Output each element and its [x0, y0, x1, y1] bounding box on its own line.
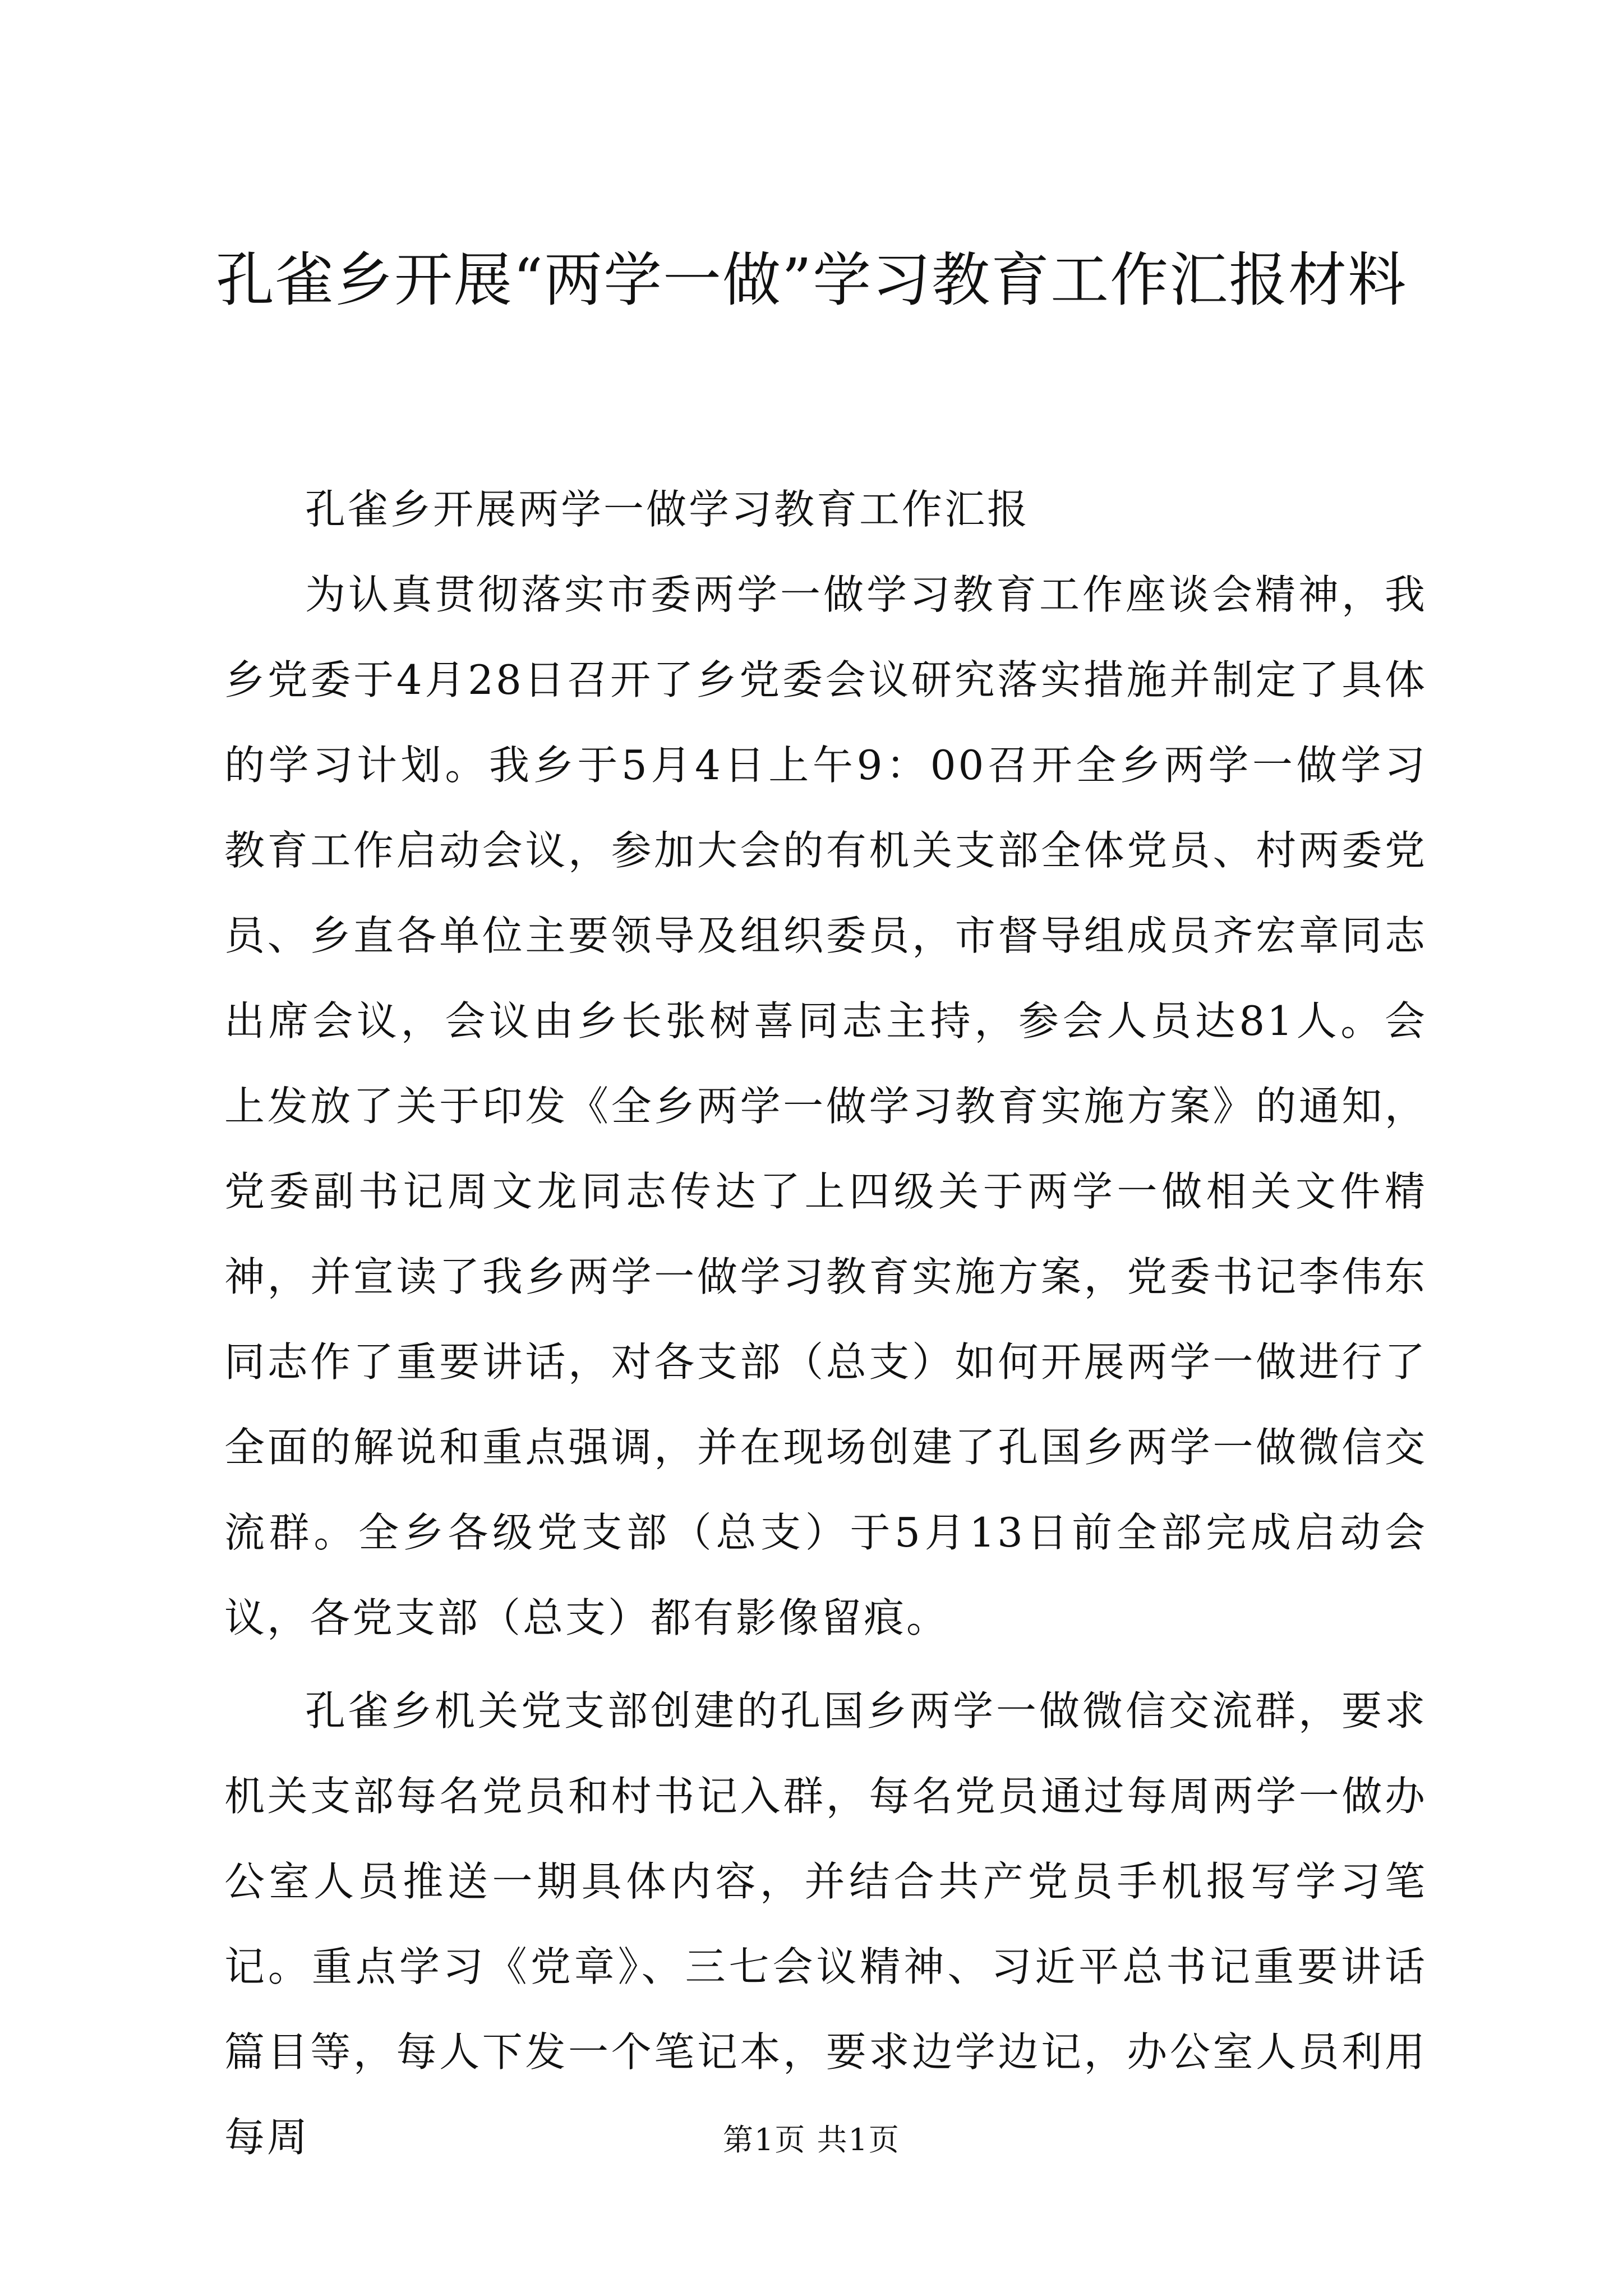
document-title: 孔雀乡开展“两学一做”学习教育工作汇报材料 [215, 246, 1408, 314]
document-body [224, 467, 1427, 2180]
paragraph-wechat-group: 孔雀乡机关党支部创建的孔国乡两学一做微信交流群，要求机关支部每名党员和村书记入群，每名党员通过每周两学一做办公室人员推送一期具体内容，并结合共产党员手机报写学习笔记。重点学习《党章》、三七会议精神、习近平总书记重要讲话篇目等，每人下发一个笔记本，要求边学边记，办公室人员利用每周 [224, 1687, 1427, 2161]
page-footer: 第1页 共1页 [723, 2122, 900, 2157]
paragraph-meeting-summary: 为认真贯彻落实市委两学一做学习教育工作座谈会精神，我乡党委于4月28日召开了乡党委会议研究落实措施并制定了具体的学习计划。我乡于5月4日上午9：00召开全乡两学一做学习教育工作启动会议，参加大会的有机关支部全体党员、村两委党员、乡直各单位主要领导及组织委员，市督导组成员齐宏章同志出席会议，会议由乡长张树喜同志主持，参会人员达81人。会上发放了关于印发《全乡两学一做学习教育实施方案》的通知，党委副书记周文龙同志传达了上四级关于两学一做相关文件精神，并宣读了我乡两学一做学习教育实施方案，党委书记李伟东同志作了重要讲话，对各支部（总支）如何开展两学一做进行了全面的解说和重点强调，并在现场创建了孔国乡两学一做微信交流群。全乡各级党支部（总支）于5月13日前全部完成启动会议，各党支部（总支）都有影像留痕。 [224, 571, 1427, 1641]
paragraph-subtitle: 孔雀乡开展两学一做学习教育工作汇报 [305, 486, 1030, 533]
